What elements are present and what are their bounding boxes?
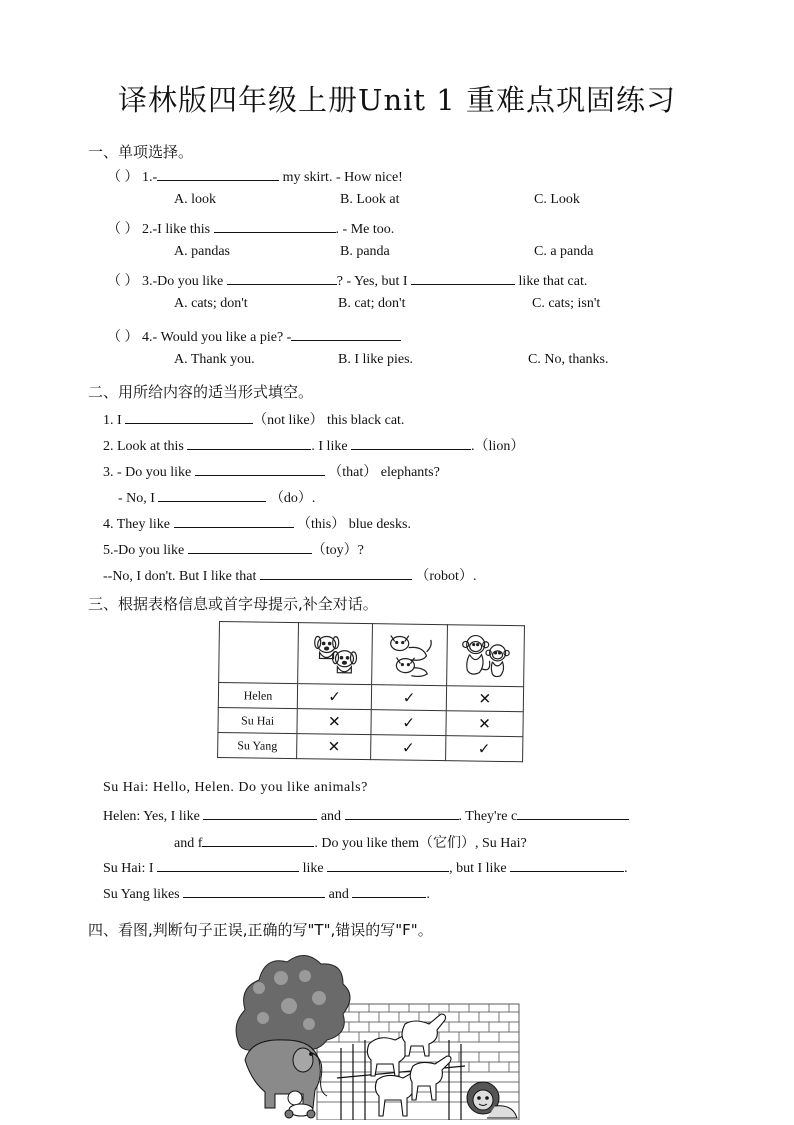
answer-paren[interactable]: （ ） [107, 170, 139, 185]
line-text: - No, I [118, 491, 159, 506]
line-text: （robot）. [411, 569, 477, 584]
answer-blank[interactable] [510, 858, 624, 872]
elephant [245, 1040, 327, 1108]
question-3 [107, 270, 587, 290]
fill-line-4 [103, 513, 411, 533]
answer-paren[interactable]: （ ） [107, 330, 139, 345]
fill-line-3 [103, 461, 440, 481]
line-text: （this） blue desks. [293, 517, 411, 532]
option-b[interactable]: B. I like pies. [338, 352, 414, 367]
dialogue-line-1 [103, 780, 368, 796]
line-text: and [317, 809, 345, 824]
answer-paren[interactable]: （ ） [107, 222, 139, 237]
dialogue-line-4 [103, 858, 628, 877]
answer-blank[interactable] [291, 327, 401, 341]
line-text: . I like [311, 439, 352, 454]
question-text: 3.-Do you like [142, 274, 227, 289]
answer-paren[interactable]: （ ） [107, 274, 139, 289]
row-name: Su Yang [218, 732, 297, 758]
line-text: , but I like [449, 861, 511, 876]
line-text: like [299, 861, 328, 876]
line-text: . They're c [458, 809, 518, 824]
table-cell-mark: ✕ [297, 709, 372, 735]
fill-line-3b [118, 487, 315, 507]
answer-blank[interactable] [351, 436, 471, 450]
line-text: （toy）? [311, 543, 364, 558]
option-c[interactable]: C. No, thanks. [528, 352, 609, 367]
table-corner-cell [219, 622, 299, 684]
question-text: my skirt. - How nice! [279, 170, 403, 185]
question-2 [107, 218, 394, 238]
line-text: and [325, 887, 353, 902]
fill-line-1 [103, 409, 404, 429]
zoo-illustration [229, 948, 521, 1120]
dialogue-line-3 [174, 832, 527, 852]
answer-blank[interactable] [203, 806, 317, 820]
line-text: 1. I [103, 413, 126, 428]
line-text: Helen: Yes, I like [103, 809, 204, 824]
table-cell-mark: ✓ [372, 685, 447, 711]
table-cell-mark: ✕ [446, 711, 523, 737]
table-header-dogs [298, 623, 373, 685]
question-4 [107, 326, 401, 346]
cats-icon [382, 629, 437, 680]
question-text: like that cat. [515, 274, 588, 289]
row-name: Su Hai [218, 707, 297, 733]
table-cell-mark: ✓ [371, 735, 446, 761]
option-c[interactable]: C. a panda [534, 244, 594, 259]
section2-heading: 二、用所给内容的适当形式填空。 [88, 383, 314, 401]
answer-blank[interactable] [352, 884, 426, 898]
answer-blank[interactable] [214, 219, 336, 233]
table-header-monkeys [446, 625, 524, 687]
line-text: .（lion） [471, 439, 525, 454]
option-a[interactable]: A. cats; don't [174, 296, 248, 311]
option-b[interactable]: B. cat; don't [338, 296, 406, 311]
answer-blank[interactable] [327, 858, 449, 872]
fill-line-2 [103, 435, 524, 455]
monkeys-icon [457, 630, 514, 681]
dogs-icon [308, 630, 363, 677]
answer-blank[interactable] [157, 858, 299, 872]
answer-blank[interactable] [517, 806, 629, 820]
option-b[interactable]: B. Look at [340, 192, 400, 207]
answer-blank[interactable] [187, 436, 311, 450]
question-text: 4.- Would you like a pie? - [142, 330, 292, 345]
section4-heading: 四、看图,判断句子正误,正确的写"T",错误的写"F"。 [88, 921, 433, 939]
zoo-scene-icon [229, 948, 521, 1120]
page-title: 译林版四年级上册Unit 1 重难点巩固练习 [118, 83, 676, 117]
answer-blank[interactable] [345, 806, 459, 820]
table-cell-mark: ✕ [446, 686, 523, 712]
table-header-cats [372, 624, 447, 686]
animal-preference-table [217, 621, 535, 763]
line-text: . [426, 887, 430, 902]
question-text: 2.-I like this [142, 222, 214, 237]
option-a[interactable]: A. Thank you. [174, 352, 255, 367]
line-text: 4. They like [103, 517, 174, 532]
line-text: （that） elephants? [324, 465, 440, 480]
option-a[interactable]: A. pandas [174, 244, 230, 259]
answer-blank[interactable] [260, 566, 412, 580]
question-text: 1.- [142, 170, 158, 185]
table-cell-mark: ✓ [297, 684, 372, 710]
section3-heading: 三、根据表格信息或首字母提示,补全对话。 [88, 595, 378, 613]
option-b[interactable]: B. panda [340, 244, 390, 259]
line-text: （do）. [266, 491, 316, 506]
row-name: Helen [218, 683, 297, 709]
line-text: Su Hai: Hello, Helen. Do you like animals? [103, 780, 368, 795]
answer-blank[interactable] [125, 410, 253, 424]
line-text: . [624, 861, 628, 876]
answer-blank[interactable] [202, 833, 314, 847]
section1-heading: 一、单项选择。 [88, 143, 194, 161]
answer-blank[interactable] [188, 540, 312, 554]
line-text: 3. - Do you like [103, 465, 195, 480]
answer-blank[interactable] [227, 271, 337, 285]
option-c[interactable]: C. Look [534, 192, 580, 207]
table-cell-mark: ✓ [445, 736, 522, 762]
line-text: 2. Look at this [103, 439, 188, 454]
line-text: （not like） this black cat. [253, 413, 405, 428]
fill-line-5 [103, 539, 364, 559]
question-text: . - Me too. [335, 222, 395, 237]
answer-blank[interactable] [174, 514, 294, 528]
answer-blank[interactable] [158, 488, 266, 502]
question-text: ? - Yes, but I [336, 274, 412, 289]
table-cell-mark: ✓ [371, 710, 446, 736]
answer-blank[interactable] [411, 271, 515, 285]
table-row [218, 732, 523, 761]
line-text: . Do you like them（它们）, Su Hai? [314, 836, 527, 851]
line-text: 5.-Do you like [103, 543, 188, 558]
dialogue-line-2 [103, 806, 629, 825]
answer-blank[interactable] [157, 167, 279, 181]
line-text: Su Hai: I [103, 861, 158, 876]
answer-blank[interactable] [195, 462, 325, 476]
table-cell-mark: ✕ [297, 734, 372, 760]
answer-blank[interactable] [183, 884, 325, 898]
option-a[interactable]: A. look [174, 192, 216, 207]
dialogue-line-5 [103, 884, 430, 903]
question-1 [107, 166, 403, 186]
line-text: Su Yang likes [103, 887, 184, 902]
line-text: and f [174, 836, 203, 851]
fill-line-5b [103, 565, 476, 585]
line-text: --No, I don't. But I like that [103, 569, 260, 584]
option-c[interactable]: C. cats; isn't [532, 296, 601, 311]
